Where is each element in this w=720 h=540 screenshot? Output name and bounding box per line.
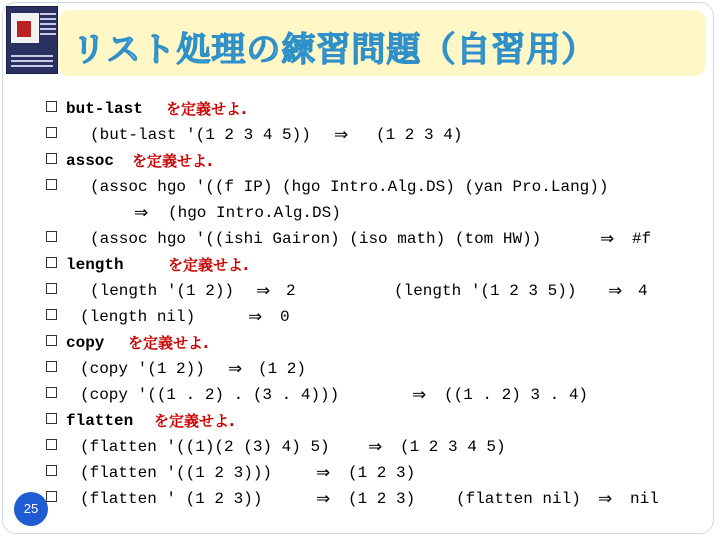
bullet-box-icon	[46, 335, 57, 346]
instruction-text: を定義せよ.	[128, 334, 209, 352]
list-item-continuation	[0, 202, 720, 228]
example-code-second: (length '(1 2 3 5))	[394, 282, 577, 300]
list-item	[0, 150, 720, 176]
result-arrow: ⇒	[256, 281, 271, 301]
example-result: ((1 . 2) 3 . 4)	[444, 386, 589, 404]
list-item	[0, 124, 720, 150]
function-name: but-last	[66, 100, 143, 118]
example-result: (1 2 3 4 5)	[400, 438, 506, 456]
example-code: (flatten '((1)(2 (3) 4) 5)	[80, 438, 330, 456]
example-result: (1 2 3)	[348, 490, 416, 508]
result-arrow: ⇒	[228, 359, 243, 379]
list-item	[0, 332, 720, 358]
book-cover-footer-lines	[11, 65, 53, 67]
bullet-box-icon	[46, 283, 57, 294]
bullet-box-icon	[46, 127, 57, 138]
list-item	[0, 384, 720, 410]
example-code: (copy '((1 . 2) . (3 . 4)))	[80, 386, 340, 404]
function-name: flatten	[66, 412, 134, 430]
example-code-second: (flatten nil)	[456, 490, 581, 508]
instruction-text: を定義せよ.	[166, 100, 247, 118]
list-item	[0, 358, 720, 384]
example-result: (1 2 3 4)	[376, 126, 463, 144]
result-arrow: ⇒	[608, 281, 623, 301]
result-arrow: ⇒	[598, 489, 613, 509]
list-item	[0, 176, 720, 202]
function-name: length	[66, 256, 124, 274]
example-code: (assoc hgo '((ishi Gairon) (iso math) (tom HW))	[90, 230, 542, 248]
bullet-box-icon	[46, 413, 57, 424]
function-name: assoc	[66, 152, 115, 170]
result-arrow: ⇒	[412, 385, 427, 405]
bullet-box-icon	[46, 179, 57, 190]
result-arrow: ⇒	[316, 489, 331, 509]
book-cover-art	[11, 13, 39, 43]
slide-title: リスト処理の練習問題（自習用）	[72, 30, 597, 70]
example-code: (assoc hgo '((f IP) (hgo Intro.Alg.DS) (yan Pro.Lang))	[90, 178, 609, 196]
example-result: (hgo Intro.Alg.DS)	[168, 204, 341, 222]
example-result: (1 2 3)	[348, 464, 416, 482]
result-arrow: ⇒	[368, 437, 383, 457]
instruction-text: を定義せよ.	[168, 256, 249, 274]
function-name: copy	[66, 334, 105, 352]
bullet-box-icon	[46, 309, 57, 320]
example-result-second: nil	[630, 490, 659, 508]
bullet-box-icon	[46, 101, 57, 112]
example-result: #f	[632, 230, 652, 248]
bullet-box-icon	[46, 361, 57, 372]
result-arrow: ⇒	[316, 463, 331, 483]
list-item	[0, 228, 720, 254]
example-code: (flatten '((1 2 3)))	[80, 464, 273, 482]
result-arrow: ⇒	[600, 229, 615, 249]
result-arrow: ⇒	[334, 125, 349, 145]
example-result: 0	[280, 308, 290, 326]
instruction-text: を定義せよ.	[132, 152, 213, 170]
example-code: (length nil)	[80, 308, 196, 326]
result-arrow: ⇒	[134, 203, 149, 223]
list-item	[0, 436, 720, 462]
bullet-box-icon	[46, 231, 57, 242]
result-arrow: ⇒	[248, 307, 263, 327]
example-code: (flatten ' (1 2 3))	[80, 490, 263, 508]
list-item	[0, 98, 720, 124]
list-item	[0, 254, 720, 280]
instruction-text: を定義せよ.	[154, 412, 235, 430]
example-result-second: 4	[638, 282, 648, 300]
book-cover-title-lines	[40, 13, 56, 15]
list-item	[0, 306, 720, 332]
bullet-box-icon	[46, 257, 57, 268]
list-item	[0, 410, 720, 436]
example-code: (length '(1 2))	[90, 282, 235, 300]
bullet-box-icon	[46, 465, 57, 476]
list-item	[0, 280, 720, 306]
example-result: (1 2)	[258, 360, 307, 378]
page-number-badge: 25	[14, 492, 48, 526]
list-item	[0, 462, 720, 488]
bullet-box-icon	[46, 153, 57, 164]
example-code: (but-last '(1 2 3 4 5))	[90, 126, 311, 144]
bullet-box-icon	[46, 387, 57, 398]
list-item	[0, 488, 720, 514]
example-code: (copy '(1 2))	[80, 360, 205, 378]
book-cover-thumbnail	[6, 6, 58, 74]
bullet-box-icon	[46, 491, 57, 502]
example-result: 2	[286, 282, 296, 300]
bullet-box-icon	[46, 439, 57, 450]
